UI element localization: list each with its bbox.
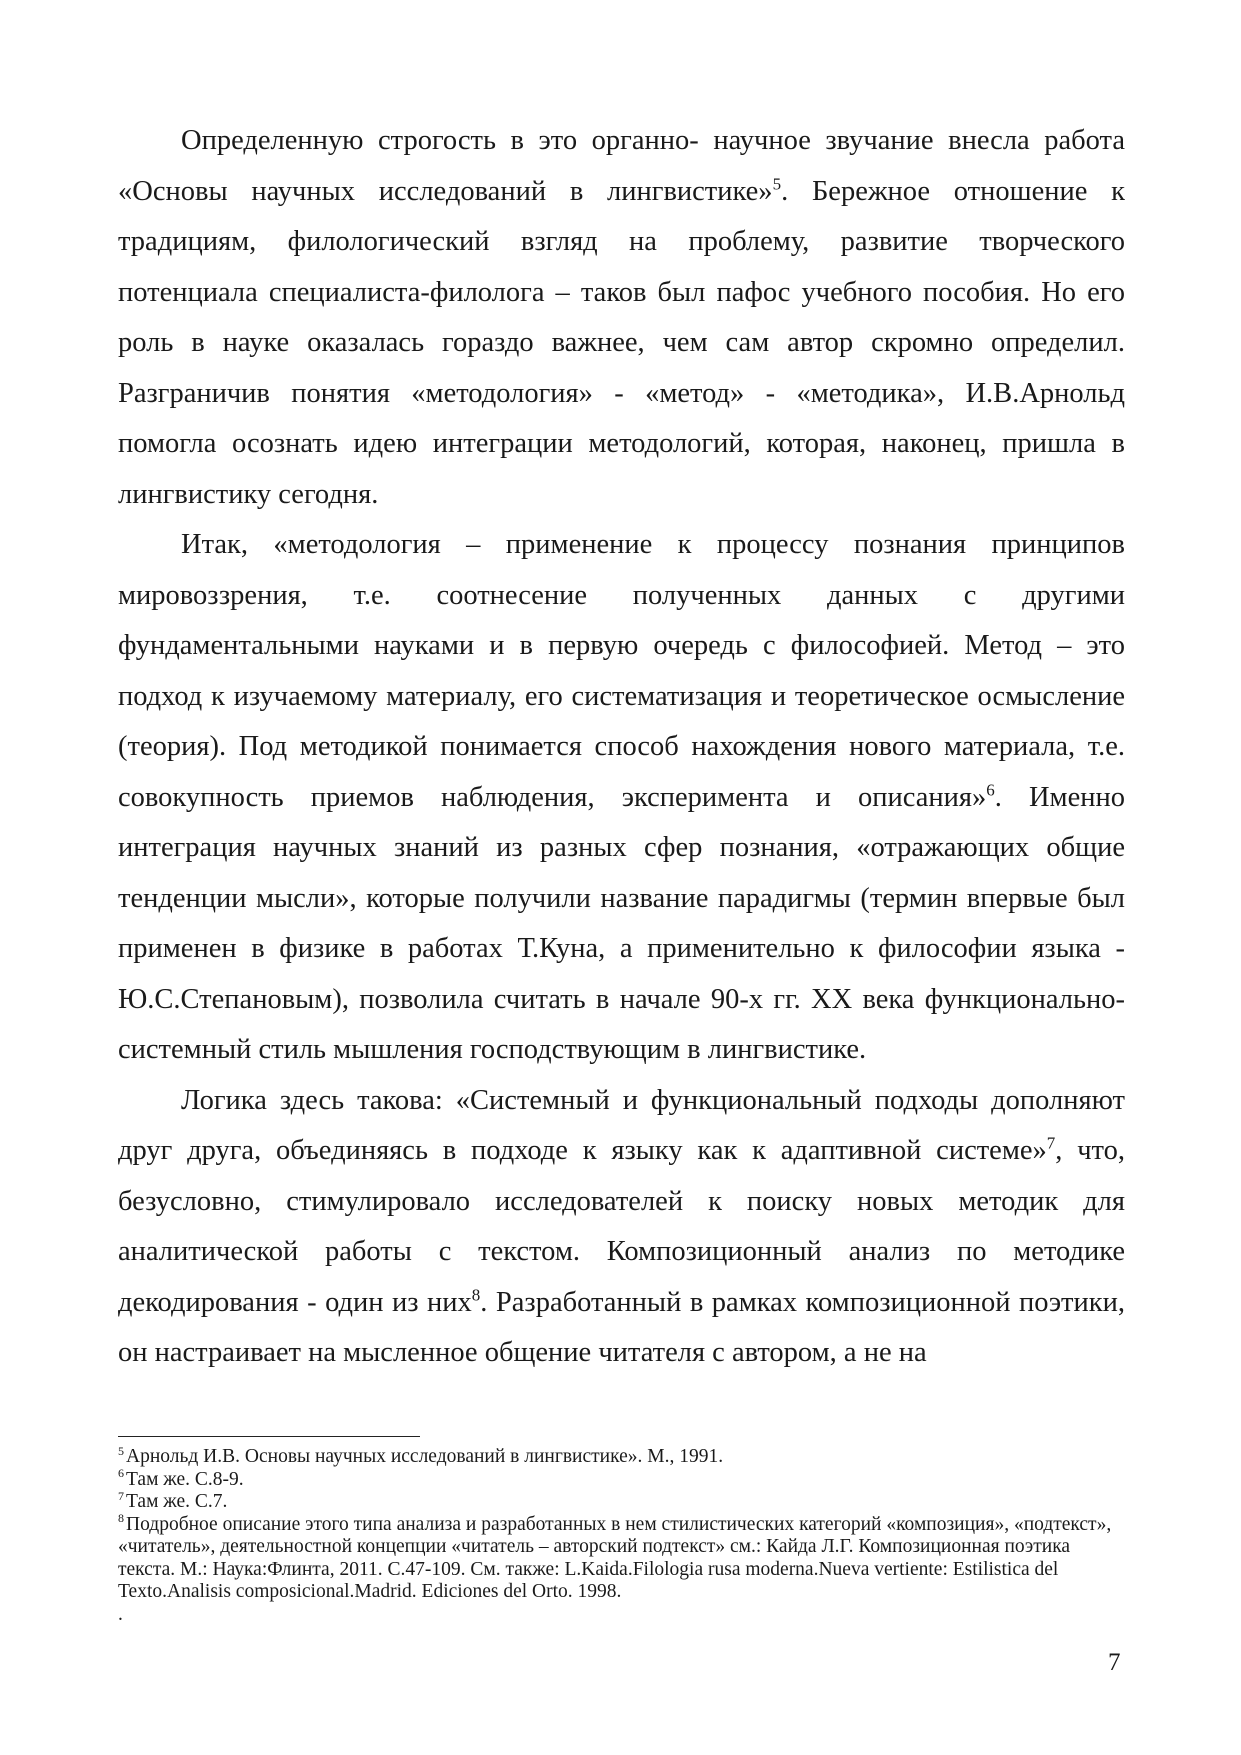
footnote-ref-6[interactable]: 6 [986,780,995,799]
footnote-number: 5 [118,1443,124,1458]
paragraph-1: Определенную строгость в это органно- научное звучание внесла работа «Основы научных исследований в лингвистике»$^5$. Бережное отношение к традициям, филологический взгляд на проблему, развитие творческого потенциала специалиста-филолога – таков был пафос учебного пособия. Но его роль в науке оказалась гораздо важнее, чем сам автор скромно определил. Разграничив понятия «методология» - «метод» - «методика», И.В.Арнольд помогла осознать идею интеграции методологий, которая, наконец, пришла в лингвистику сегодня. [118,125,1125,510]
footnote-ref-5[interactable]: 5 [772,174,782,193]
footnote-number: 7 [118,1488,124,1503]
footnote-7 [118,1488,1125,1514]
footnote-ref-7[interactable]: 7 [1046,1133,1056,1153]
footnote-number: 8 [118,1511,124,1525]
paragraph-3: Логика здесь такова: «Системный и функциональный подходы дополняют друг друга, объединяясь в подходе к языку как к адаптивной системе»$^7$, что, безусловно, стимулировало исследователей к поиску новых методик для аналитической работы с текстом. Композиционный анализ по методике декодирования - один из них$^8$. Разработанный в рамках композиционной поэтики, он настраивает на мысленное общение читателя с автором, а не на [118,1084,1126,1368]
footnote-text: Подробное описание этого типа анализа и разработанных в нем стилистических категорий «композиция», «подтекст», «читатель», деятельностной концепции «читатель – авторский подтекст» см.: Кайда Л.Г. Композиционная поэтика текста. М.: Наука:Флинта, 2011. С.47-109. См. также: L.Kaida.Filologia rusa moderna.Nueva vertiente: Estilistica del Texto.Analisis composicional.Madrid. Ediciones del Orto. 1998. [118,1513,1112,1602]
paragraph-2: Итак, «методология – применение к процессу познания принципов мировоззрения, т.е. соотнесение полученных данных с другими фундаментальными науками и в первую очередь с философией. Метод – это подход к изучаемому материалу, его систематизация и теоретическое осмысление (теория). Под методикой понимается способ нахождения нового материала, т.е. совокупность приемов наблюдения, эксперимента и описания»$^6$. Именно интеграция научных знаний из разных сфер познания, «отражающих общие тенденции мысли», которые получили название парадигмы (термин впервые был применен в физике в работах Т.Куна, а применительно к философии языка - Ю.С.Степановым), позволила считать в начале 90-х гг. XX века функционально-системный стиль мышления господствующим в лингвистике. [118,529,1125,1065]
footnotes [118,1443,1125,1626]
footnote-6 [118,1466,1125,1492]
footnote-text: Там же. С.8-9. [126,1468,244,1490]
footnote-number: 6 [118,1466,124,1480]
footnote-separator [118,1436,420,1437]
footnote-ref-8[interactable]: 8 [471,1285,481,1304]
footnote-text: Там же. С.7. [126,1491,228,1512]
footnote-trailing-dot: . [118,1603,123,1625]
page-number: 7 [1108,1649,1121,1676]
footnote-text: Арнольд И.В. Основы научных исследований в лингвистике». М., 1991. [126,1446,724,1467]
footnote-5 [118,1443,1125,1469]
footnote-8 [118,1511,1125,1604]
main-text [118,116,1125,1379]
